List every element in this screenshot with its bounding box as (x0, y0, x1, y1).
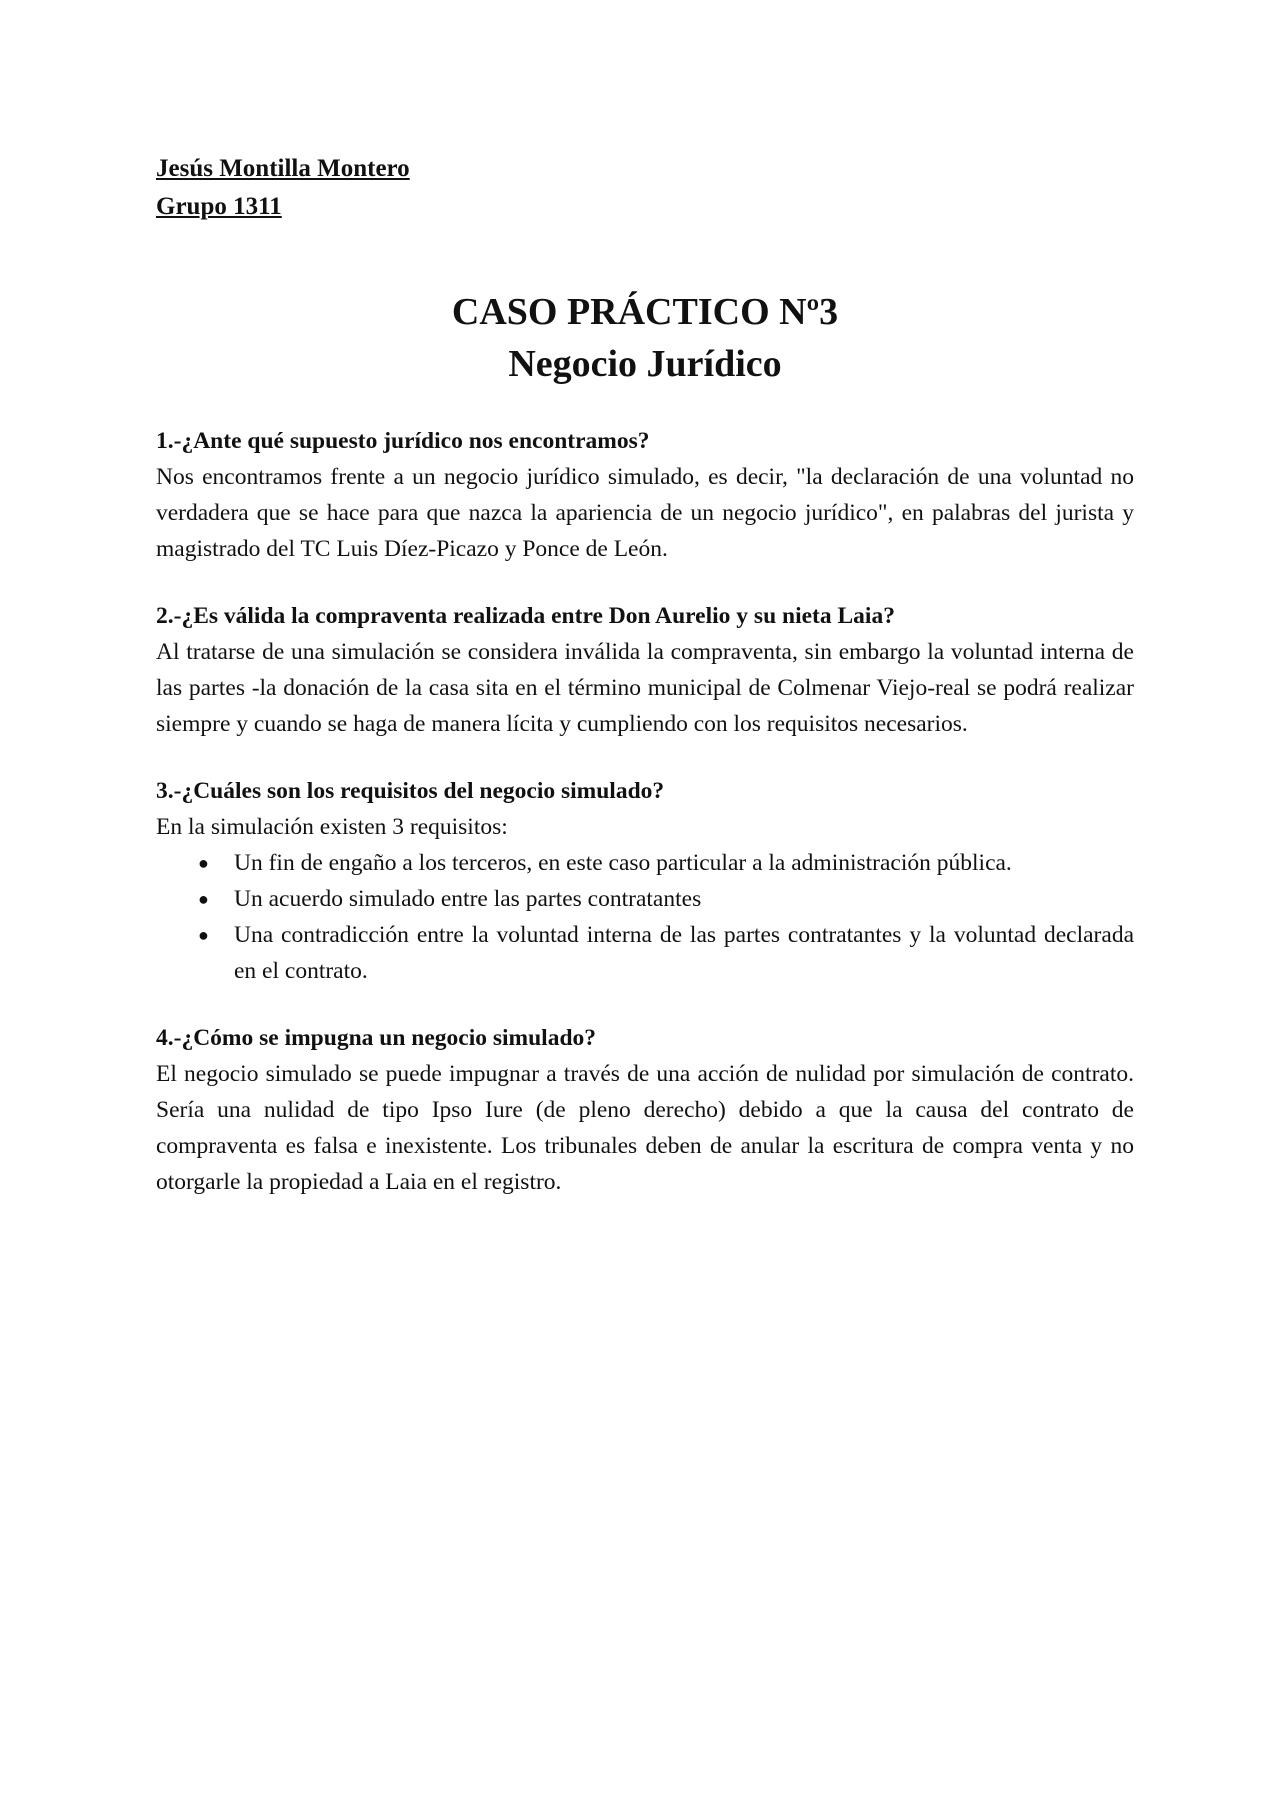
answer-2: Al tratarse de una simulación se considera inválida la compraventa, sin embargo la voluntad interna de las partes -la donación de la casa sita en el término municipal de Colmenar Viejo-real se podrá realizar siempre y cuando se haga de manera lícita y cumpliendo con los requisitos necesarios. (156, 639, 1134, 737)
answer-4: El negocio simulado se puede impugnar a través de una acción de nulidad por simulación de contrato. Sería una nulidad de tipo Ipso Iure (de pleno derecho) debido a que la causa del contrato de compraventa es falsa e inexistente. Los tribunales deben de anular la escritura de compra venta y no otorgarle la propiedad a Laia en el registro. (156, 1061, 1134, 1195)
list-item-text: Un acuerdo simulado entre las partes contratantes (234, 886, 702, 912)
list-item-text: Un fin de engaño a los terceros, en este caso particular a la administración pública. (234, 850, 1012, 876)
question-3: 3.-¿Cuáles son los requisitos del negocio simulado? (156, 778, 665, 804)
question-4: 4.-¿Cómo se impugna un negocio simulado? (156, 1025, 597, 1051)
title-block (156, 286, 1134, 390)
requirements-list (156, 845, 1134, 989)
section-4 (156, 1021, 1134, 1200)
bullet-icon: ● (198, 889, 209, 909)
bullet-icon: ● (198, 925, 209, 945)
section-3 (156, 774, 1134, 989)
list-item-text: Una contradicción entre la voluntad interna de las partes contratantes y la voluntad declarada en el contrato. (234, 922, 1134, 984)
section-2 (156, 599, 1134, 742)
section-1 (156, 424, 1134, 567)
bullet-icon: ● (198, 853, 209, 873)
document-subtitle: Negocio Jurídico (508, 343, 782, 385)
document-title: CASO PRÁCTICO Nº3 (451, 291, 839, 333)
answer-3-intro: En la simulación existen 3 requisitos: (156, 814, 508, 840)
list-item (156, 845, 1134, 881)
question-2: 2.-¿Es válida la compraventa realizada entre Don Aurelio y su nieta Laia? (156, 603, 895, 629)
group-number: Grupo 1311 (156, 193, 282, 220)
list-item (156, 881, 1134, 917)
document-page (156, 150, 1134, 1200)
question-1: 1.-¿Ante qué supuesto jurídico nos encontramos? (156, 428, 650, 454)
answer-1: Nos encontramos frente a un negocio jurídico simulado, es decir, "la declaración de una voluntad no verdadera que se hace para que nazca la apariencia de un negocio jurídico", en palabras del jurista y magistrado del TC Luis Díez-Picazo y Ponce de León. (156, 464, 1134, 562)
author-name: Jesús Montilla Montero (156, 155, 410, 182)
list-item (156, 917, 1134, 989)
